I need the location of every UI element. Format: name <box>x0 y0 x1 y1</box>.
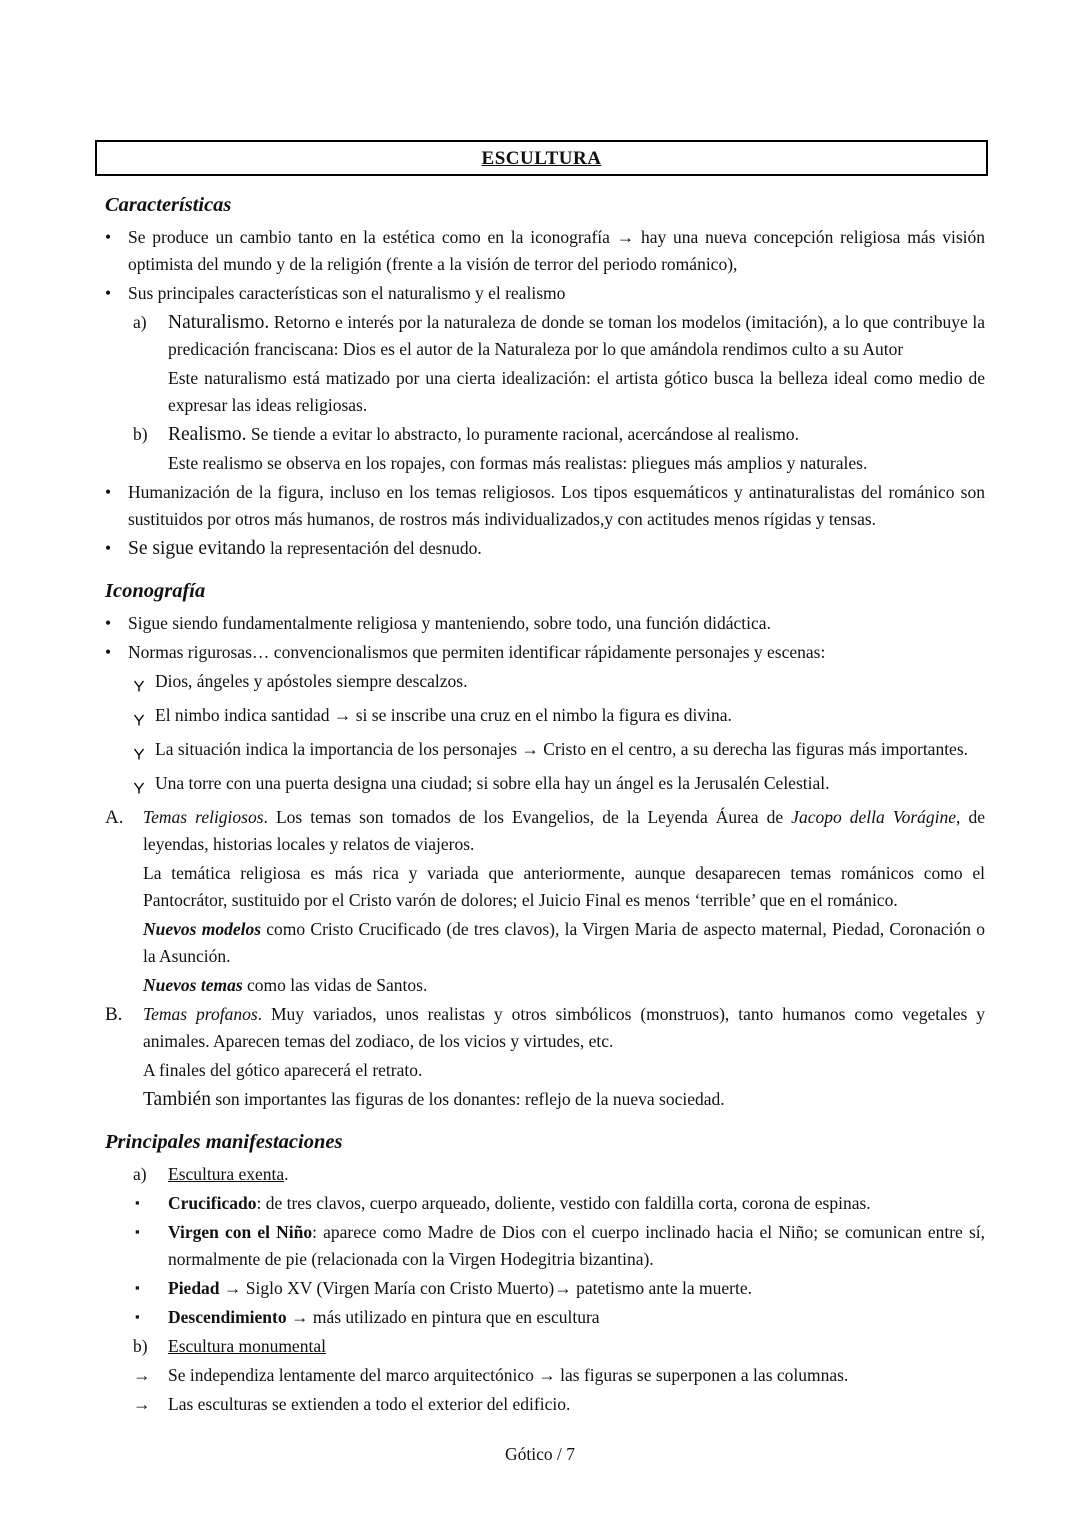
paragraph <box>105 916 985 970</box>
alpha-label: b) <box>133 1336 148 1356</box>
list-item <box>105 1219 985 1273</box>
list-item <box>105 309 985 363</box>
bullet-icon: • <box>105 227 112 247</box>
list-item <box>105 1362 985 1389</box>
list-item <box>105 1391 985 1418</box>
paragraph-text: Este naturalismo está matizado por una cierta idealización: el artista gótico busca la belleza ideal como medio de expresar las ideas religiosas. <box>168 368 985 415</box>
lead-word: Se sigue evitando <box>128 538 266 559</box>
square-bullet-icon: ▪ <box>135 1195 140 1210</box>
paragraph-text: A finales del gótico aparecerá el retrato. <box>143 1060 423 1080</box>
bullet-icon: • <box>105 283 112 303</box>
paragraph <box>105 450 985 477</box>
list-item-text <box>143 1001 985 1055</box>
lead-italic: Temas religiosos <box>143 807 264 827</box>
paragraph-text <box>143 972 985 999</box>
list-item <box>105 770 985 802</box>
list-item <box>105 535 985 562</box>
list-item <box>105 421 985 448</box>
body-text: como las vidas de Santos. <box>242 975 428 995</box>
list-item-text <box>168 1161 985 1188</box>
paragraph <box>105 1057 985 1084</box>
body-text: son importantes las figuras de los donantes: reflejo de la nueva sociedad. <box>210 1089 725 1109</box>
list-item-text <box>168 1190 985 1217</box>
list-item-text: Se produce un cambio tanto en la estética como en la iconografía → hay una nueva concepción religiosa más visión optimista del mundo y de la religión (frente a la visión de terror del periodo románico), <box>128 227 985 274</box>
lead-bold-italic: Nuevos modelos <box>143 919 262 939</box>
alpha-label: b) <box>133 424 148 444</box>
alpha-label: a) <box>133 1164 147 1184</box>
body-text: : de tres clavos, cuerpo arqueado, doliente, vestido con faldilla corta, corona de espinas. <box>256 1193 871 1213</box>
list-item <box>105 639 985 666</box>
list-item-text <box>168 1333 985 1360</box>
body-text: . Muy variados, unos realistas y otros simbólicos (monstruos), tanto humanos como vegetales y animales. Aparecen temas del zodiaco, de los vicios y virtudes, etc. <box>143 1004 985 1051</box>
triangle-bullet-icon <box>133 770 155 802</box>
list-item <box>105 1161 985 1188</box>
list-item-text <box>128 535 985 562</box>
body-text: . Los temas son tomados de los Evangelios, de la Leyenda Áurea de <box>263 807 792 827</box>
italic-name: Jacopo della Vorágine <box>791 807 957 827</box>
list-item <box>105 1304 985 1331</box>
list-item <box>105 479 985 533</box>
lead-bold: Descendimiento <box>168 1307 287 1327</box>
paragraph-text: La temática religiosa es más rica y variada que anteriormente, aunque desaparecen temas románicos como el Pantocrátor, sustituido por el Cristo varón de dolores; el Juicio Final es menos ‘terrible’ que en el románico. <box>143 863 985 910</box>
list-item <box>105 668 985 700</box>
list-item <box>105 1333 985 1360</box>
paragraph <box>105 860 985 914</box>
paragraph-text <box>143 916 985 970</box>
section-heading-iconografia: Iconografía <box>105 580 206 602</box>
square-bullet-icon: ▪ <box>135 1309 140 1324</box>
list-item-text: La situación indica la importancia de los personajes → Cristo en el centro, a su derecha las figuras más importantes. <box>155 739 969 759</box>
lead-italic: Temas profanos <box>143 1004 258 1024</box>
square-bullet-icon: ▪ <box>135 1224 140 1239</box>
body-text: : aparece como Madre de Dios con el cuerpo inclinado hacia el Niño; se comunican entre sí, normalmente de pie (relacionada con la Virgen Hodegitria bizantina). <box>168 1222 985 1269</box>
list-item-text: El nimbo indica santidad → si se inscribe una cruz en el nimbo la figura es divina. <box>155 705 732 725</box>
list-item-text: Las esculturas se extienden a todo el exterior del edificio. <box>168 1394 571 1414</box>
lead-word: Naturalismo. <box>168 312 270 333</box>
triangle-bullet-icon <box>133 702 155 734</box>
list-item-text: Normas rigurosas… convencionalismos que permiten identificar rápidamente personajes y escenas: <box>128 642 826 662</box>
triangle-bullet-icon <box>133 668 155 700</box>
lead-bold-italic: Nuevos temas <box>143 975 243 995</box>
arrow-icon: → <box>133 1365 151 1385</box>
body-text: Se tiende a evitar lo abstracto, lo puramente racional, acercándose al realismo. <box>246 424 800 444</box>
triangle-bullet-icon <box>133 736 155 768</box>
alpha-label: a) <box>133 312 147 332</box>
bullet-icon: • <box>105 642 112 662</box>
paragraph-text <box>143 1086 985 1113</box>
list-item-text: Una torre con una puerta designa una ciudad; si sobre ella hay un ángel es la Jerusalén Celestial. <box>155 773 830 793</box>
body-text: como Cristo Crucificado (de tres clavos), la Virgen Maria de aspecto maternal, Piedad, Coronación o la Asunción. <box>143 919 985 966</box>
list-item-text <box>143 804 985 858</box>
lead-bold: Virgen con el Niño <box>168 1222 313 1242</box>
list-item-text <box>168 421 985 448</box>
lead-bold: Piedad <box>168 1278 220 1298</box>
bullet-icon: • <box>105 482 112 502</box>
paragraph <box>105 365 985 419</box>
paragraph-text: Este realismo se observa en los ropajes, con formas más realistas: pliegues más amplios y naturales. <box>168 453 868 473</box>
list-item-text <box>168 309 985 363</box>
title-box <box>95 140 988 176</box>
list-item-text <box>168 1219 985 1273</box>
page-title: ESCULTURA <box>481 147 602 169</box>
lead-word: También <box>143 1089 211 1110</box>
underlined-title: Escultura exenta <box>168 1164 285 1184</box>
list-item-text <box>168 1275 985 1302</box>
list-item <box>105 224 985 278</box>
list-item <box>105 610 985 637</box>
square-bullet-icon: ▪ <box>135 1280 140 1295</box>
arrow-icon: → <box>133 1394 151 1414</box>
section-heading-caracteristicas: Características <box>105 194 232 216</box>
list-item <box>105 280 985 307</box>
body-text: → más utilizado en pintura que en escultura <box>286 1307 600 1327</box>
page-footer: Gótico / 7 <box>505 1444 575 1464</box>
bullet-icon: • <box>105 538 112 558</box>
list-item <box>105 1001 985 1055</box>
section-heading-manifestaciones: Principales manifestaciones <box>105 1131 343 1153</box>
list-item <box>105 702 985 734</box>
body-text: , de leyendas, historias locales y relatos de viajeros. <box>143 807 985 854</box>
lead-bold: Crucificado <box>168 1193 257 1213</box>
letter-label: A. <box>105 807 124 828</box>
underlined-title: Escultura monumental <box>168 1336 326 1356</box>
list-item <box>105 1190 985 1217</box>
body-text: la representación del desnudo. <box>265 538 482 558</box>
list-item-text: Sus principales características son el naturalismo y el realismo <box>128 283 566 303</box>
list-item <box>105 1275 985 1302</box>
letter-label: B. <box>105 1004 123 1025</box>
bullet-icon: • <box>105 613 112 633</box>
body-text: → Siglo XV (Virgen María con Cristo Muerto)→ patetismo ante la muerte. <box>219 1278 752 1298</box>
list-item-text: Sigue siendo fundamentalmente religiosa y manteniendo, sobre todo, una función didáctica. <box>128 613 771 633</box>
list-item-text: Se independiza lentamente del marco arquitectónico → las figuras se superponen a las columnas. <box>168 1365 849 1385</box>
list-item-text: Dios, ángeles y apóstoles siempre descalzos. <box>155 671 468 691</box>
list-item <box>105 804 985 858</box>
body-text: Retorno e interés por la naturaleza de donde se toman los modelos (imitación), a lo que contribuye la predicación franciscana: Dios es el autor de la Naturaleza por lo que amándola rendimos culto a su Autor <box>168 312 985 359</box>
list-item <box>105 736 985 768</box>
body-text: . <box>284 1164 289 1184</box>
paragraph <box>105 1086 985 1113</box>
list-item-text: Humanización de la figura, incluso en los temas religiosos. Los tipos esquemáticos y antinaturalistas del románico son sustituidos por otros más humanos, de rostros más individualizados,y con actitudes menos rígidas y tensas. <box>128 482 985 529</box>
list-item-text <box>168 1304 985 1331</box>
paragraph <box>105 972 985 999</box>
lead-word: Realismo. <box>168 424 247 445</box>
